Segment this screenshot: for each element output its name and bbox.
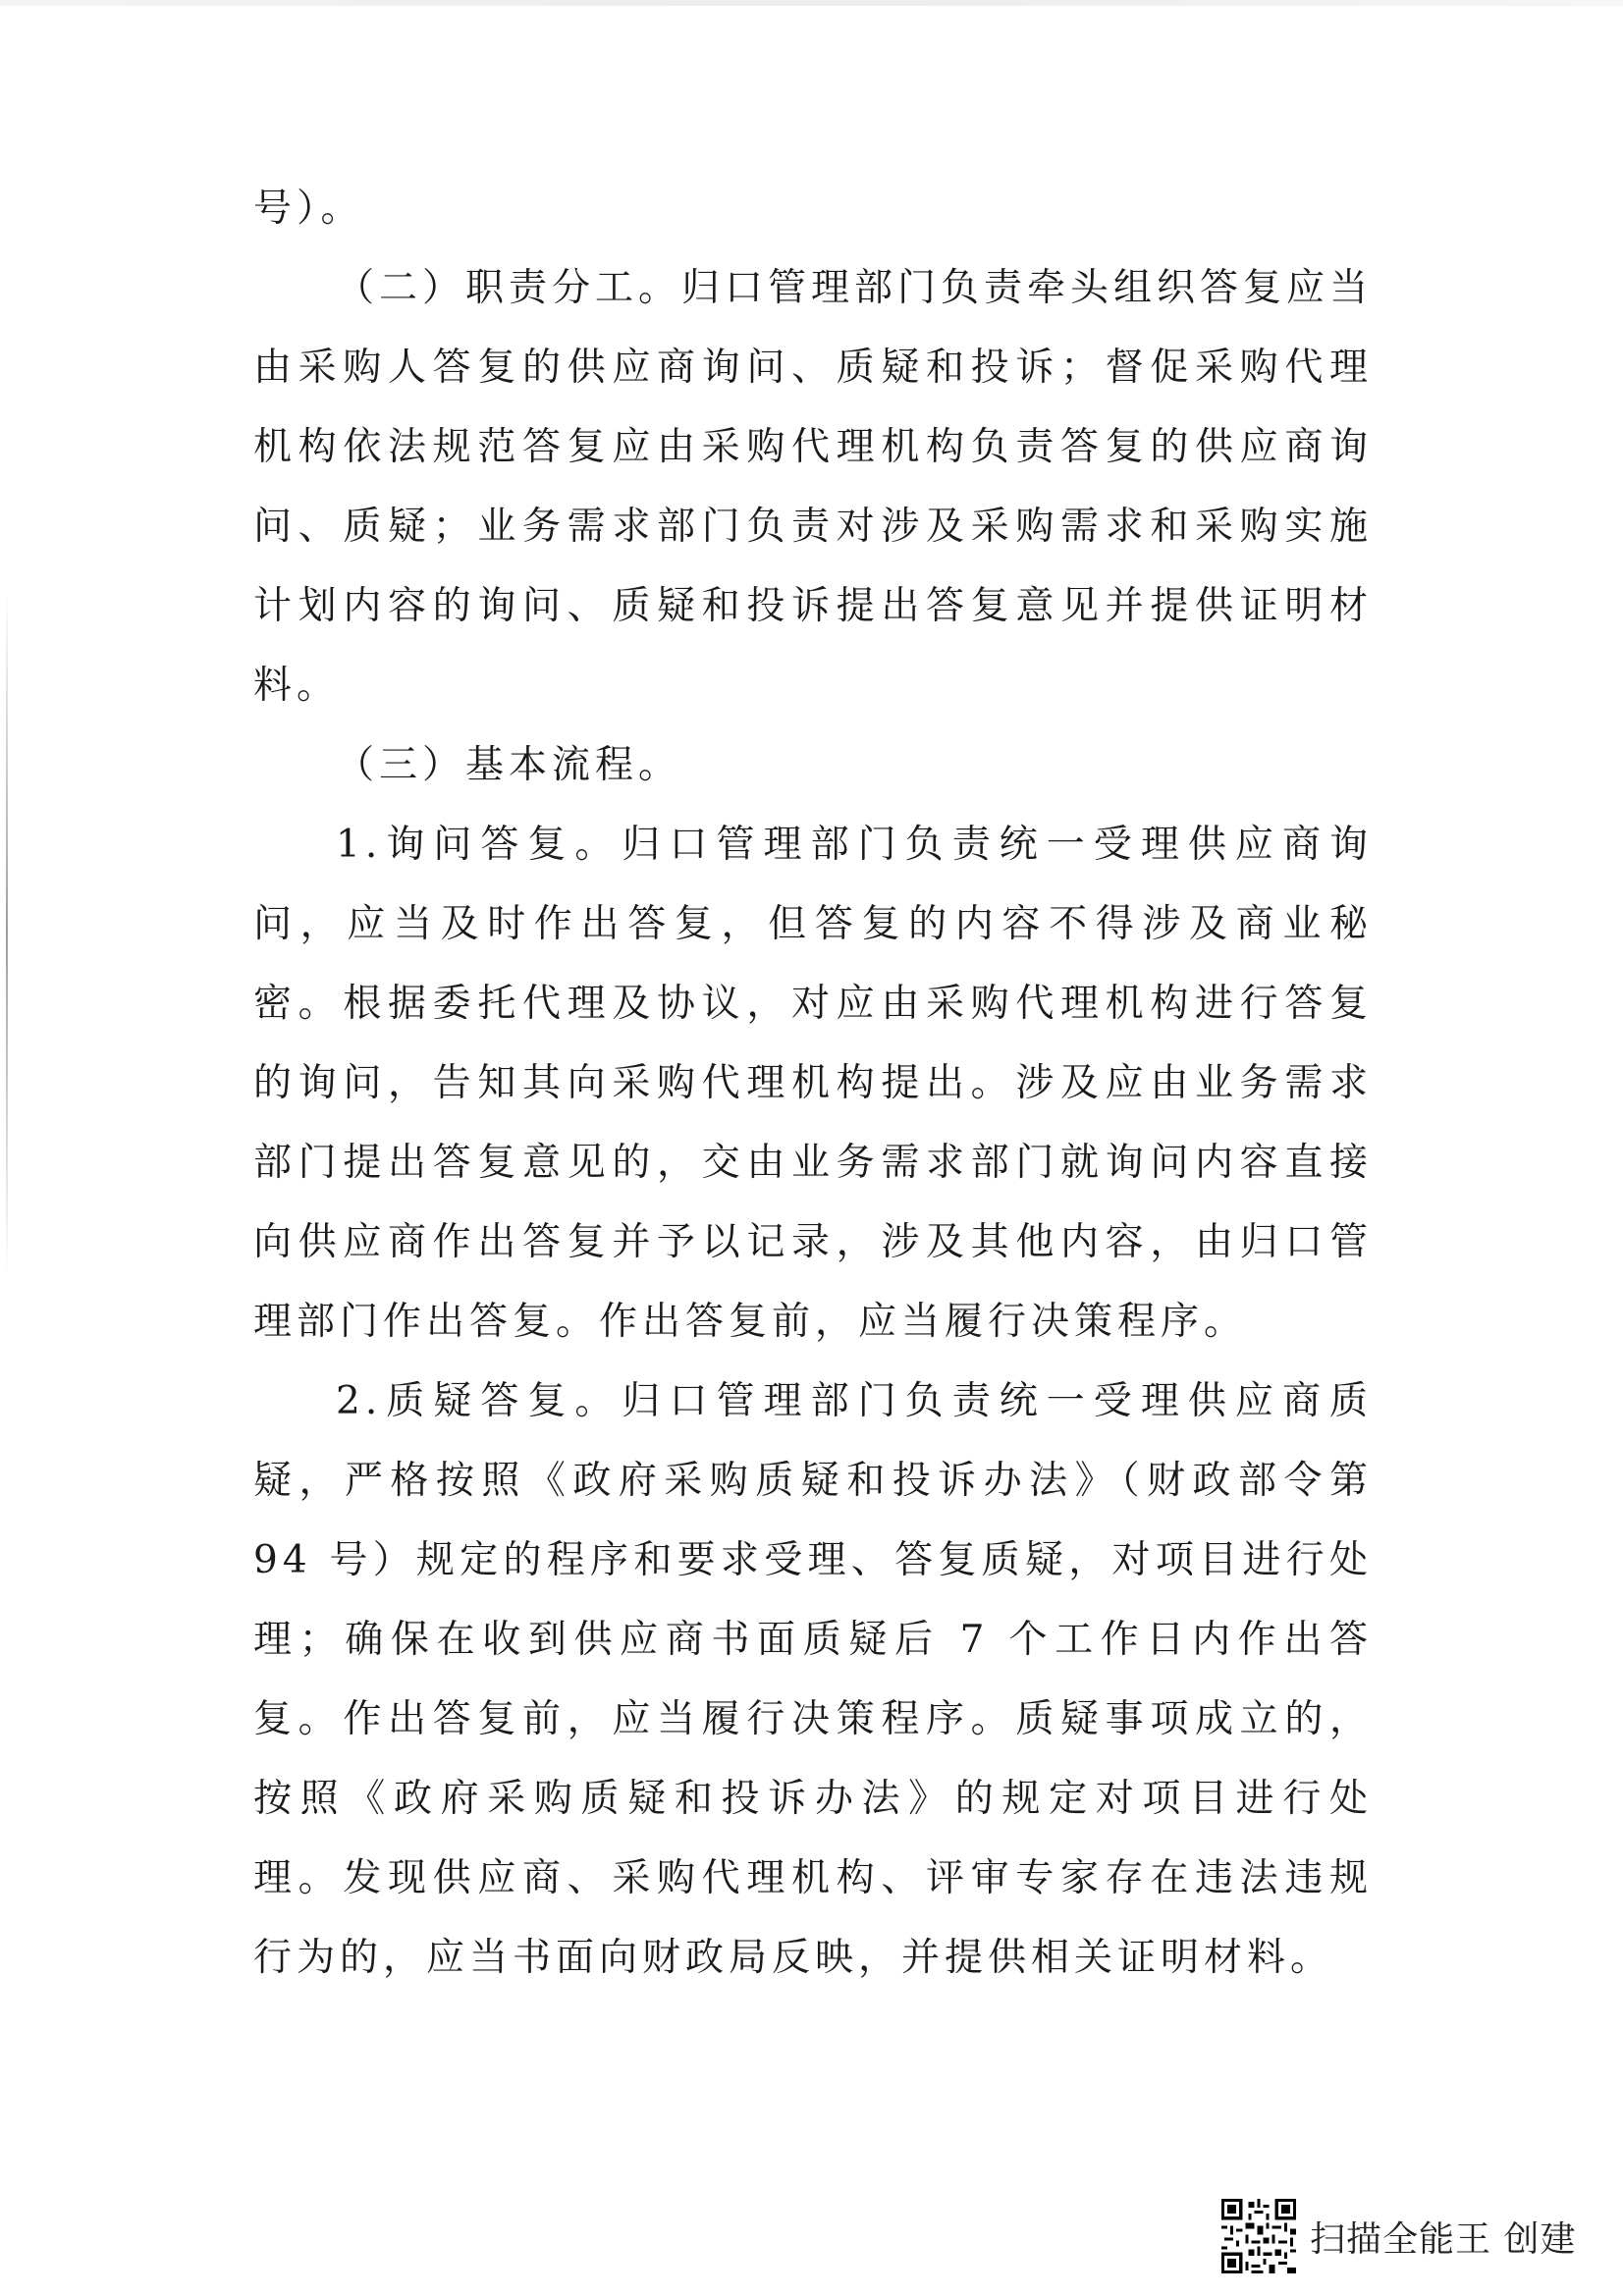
paragraph-continuation: 号）。	[253, 187, 364, 231]
paragraph-inquiry-reply: 1.询问答复。归口管理部门负责统一受理供应商询问，应当及时作出答复，但答复的内容不得涉及商业秘密。根据委托代理及协议，对应由采购代理机构进行答复的询问，告知其向采购代理机构提出。涉及应由业务需求部门提出答复意见的，交由业务需求部门就询问内容直接向供应商作出答复并予以记录，涉及其他内容，由归口管理部门作出答复。作出答复前，应当履行决策程序。	[253, 823, 1373, 1344]
qr-code-icon	[1221, 2199, 1296, 2273]
scanner-watermark	[1221, 2197, 1576, 2275]
paragraph-basic-process-heading: （三）基本流程。	[336, 743, 682, 787]
document-body	[253, 169, 1373, 1998]
paragraph-challenge-reply: 2.质疑答复。归口管理部门负责统一受理供应商质疑，严格按照《政府采购质疑和投诉办法》（财政部令第 94 号）规定的程序和要求受理、答复质疑，对项目进行处理；确保在收到供应商书面质疑后 7 个工作日内作出答复。作出答复前，应当履行决策程序。质疑事项成立的，按照《政府采购质疑和投诉办法》的规定对项目进行处理。发现供应商、采购代理机构、评审专家存在违法违规行为的，应当书面向财政局反映，并提供相关证明材料。	[253, 1379, 1373, 1980]
paragraph-responsibilities: （二）职责分工。归口管理部门负责牵头组织答复应当由采购人答复的供应商询问、质疑和投诉；督促采购代理机构依法规范答复应由采购代理机构负责答复的供应商询问、质疑；业务需求部门负责对涉及采购需求和采购实施计划内容的询问、质疑和投诉提出答复意见并提供证明材料。	[253, 266, 1374, 708]
scan-top-edge	[0, 0, 1623, 6]
scan-left-edge-mark	[6, 589, 8, 1276]
scanner-watermark-label: 扫描全能王 创建	[1310, 2218, 1577, 2260]
